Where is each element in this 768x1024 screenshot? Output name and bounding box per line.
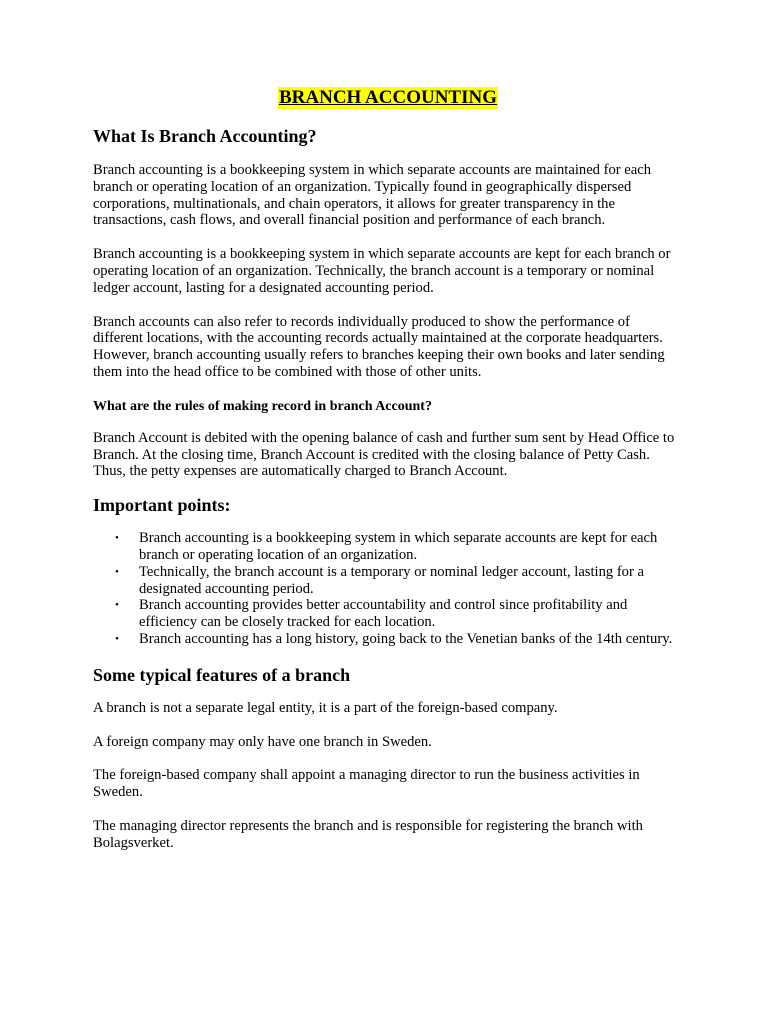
paragraph-feature-one-branch: A foreign company may only have one branch in Sweden. xyxy=(93,733,432,750)
document-page xyxy=(93,0,683,852)
list-item-text: Branch accounting has a long history, going back to the Venetian banks of the 14th century. xyxy=(139,630,673,647)
list-item xyxy=(115,530,683,564)
bullet-icon: • xyxy=(115,532,119,545)
paragraph-definition: Branch accounting is a bookkeeping system in which separate accounts are maintained for each branch or operating location of an organization. Typically found in geographically dispersed corporations, multinationals, and chain operators, it allows for greater transparency in the transactions, cash flows, and overall financial position and performance of each branch. xyxy=(93,162,652,229)
title-container xyxy=(93,87,683,111)
list-item-text: Technically, the branch account is a temporary or nominal ledger account, lasting for a designated accounting period. xyxy=(139,563,644,597)
paragraph-feature-registration: The managing director represents the branch and is responsible for registering the branch with Bolagsverket. xyxy=(93,817,643,851)
paragraph-technical: Branch accounting is a bookkeeping system in which separate accounts are kept for each branch or operating location of an organization. Technically, the branch account is a temporary or nominal ledger account, lasting for a designated accounting period. xyxy=(93,246,671,296)
paragraph-feature-legal-entity: A branch is not a separate legal entity, it is a part of the foreign-based company. xyxy=(93,699,558,716)
important-points-list xyxy=(93,530,683,648)
paragraph-feature-managing-director: The foreign-based company shall appoint a managing director to run the business activities in Sweden. xyxy=(93,767,640,801)
list-item-text: Branch accounting is a bookkeeping system in which separate accounts are kept for each branch or operating location of an organization. xyxy=(139,530,658,563)
paragraph-rules: Branch Account is debited with the opening balance of cash and further sum sent by Head Office to Branch. At the closing time, Branch Account is credited with the closing balance of Petty Cash. Thus, the petty expenses are automatically charged to Branch Account. xyxy=(93,429,675,480)
list-item xyxy=(115,563,683,598)
section-heading-features: Some typical features of a branch xyxy=(93,664,351,685)
section-heading-rules: What are the rules of making record in branch Account? xyxy=(93,398,432,414)
list-item-text: Branch accounting provides better accountability and control since profitability and efficiency can be closely tracked for each location. xyxy=(139,597,628,631)
bullet-icon: • xyxy=(115,632,119,645)
section-heading-important-points: Important points: xyxy=(93,495,231,516)
document-title: BRANCH ACCOUNTING xyxy=(279,87,497,108)
list-item xyxy=(115,630,683,648)
bullet-icon: • xyxy=(115,565,119,578)
bullet-icon: • xyxy=(115,599,119,612)
list-item xyxy=(115,597,683,631)
paragraph-records: Branch accounts can also refer to records individually produced to show the performance of different locations, with the accounting records actually maintained at the corporate headquarters. However, branch accounting usually refers to branches keeping their own books and later sending them into the head office to be combined with those of other units. xyxy=(93,313,665,380)
section-heading-what-is: What Is Branch Accounting? xyxy=(93,126,317,146)
